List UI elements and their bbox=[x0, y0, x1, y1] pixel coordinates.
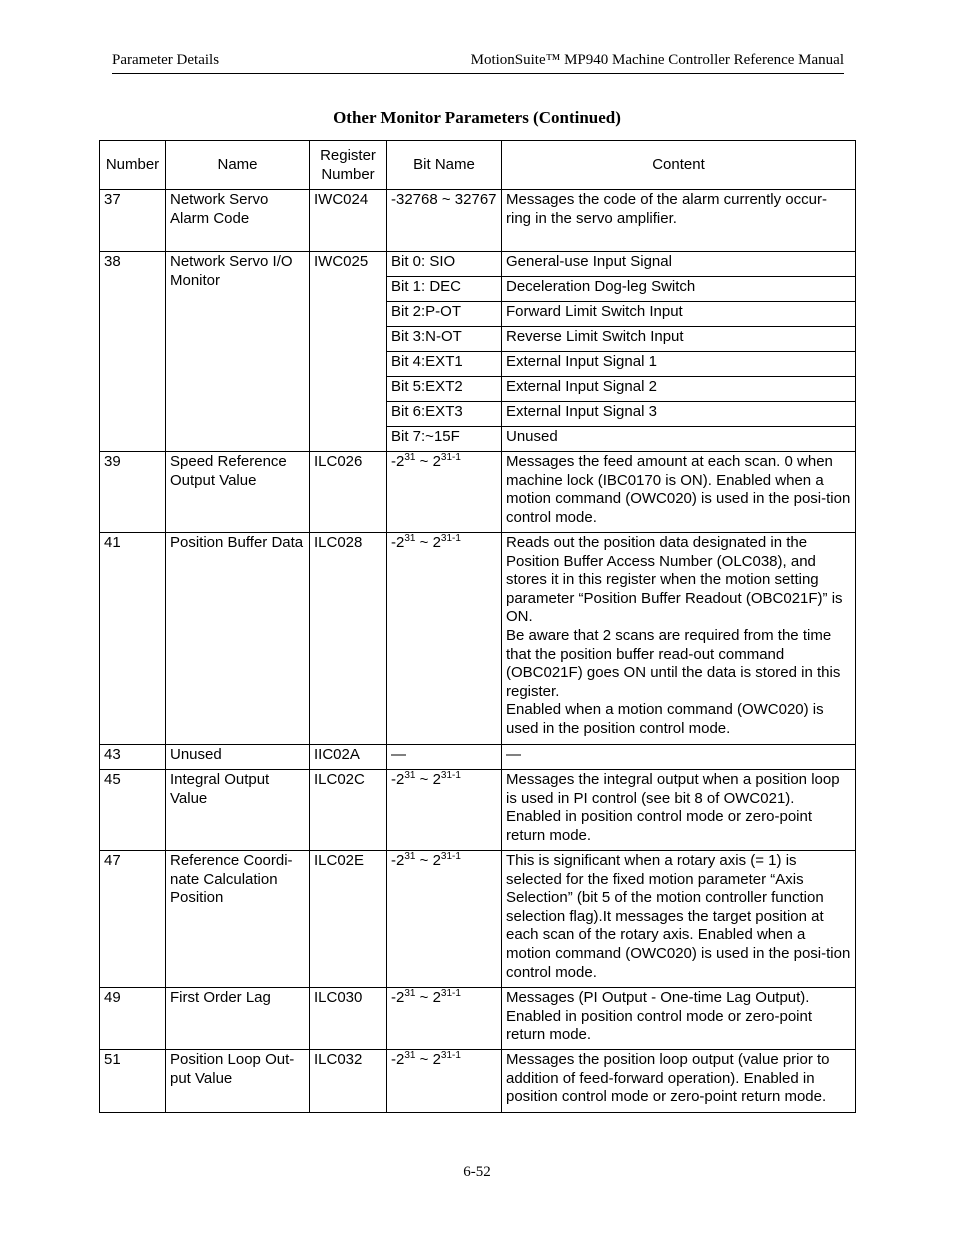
cell-bit: -32768 ~ 32767 bbox=[387, 190, 502, 252]
range-text: -2 bbox=[391, 852, 405, 869]
range-exponent: 31 bbox=[404, 988, 416, 999]
cell-bit-range bbox=[387, 770, 502, 851]
cell-content: Messages the integral output when a position loop is used in PI control (see bit 8 of OWC021). Enabled in position control mode or zero-point return mode. bbox=[502, 770, 856, 851]
range-text: -2 bbox=[391, 453, 405, 470]
cell-bit-range bbox=[387, 988, 502, 1050]
cell-name: Unused bbox=[166, 745, 310, 770]
range-exponent: 31-1 bbox=[440, 452, 461, 463]
col-name: Name bbox=[166, 141, 310, 190]
running-header-section: Parameter Details bbox=[112, 52, 220, 68]
range-text: ~ 2 bbox=[415, 852, 441, 869]
range-exponent: 31-1 bbox=[440, 988, 461, 999]
range-text: -2 bbox=[391, 534, 405, 551]
table-row bbox=[100, 452, 856, 533]
cell-register: ILC02C bbox=[310, 770, 387, 851]
cell-bit: Bit 0: SIO bbox=[387, 252, 502, 277]
cell-content: General-use Input Signal bbox=[502, 252, 856, 277]
cell-content: External Input Signal 2 bbox=[502, 377, 856, 402]
cell-name: Network Servo Alarm Code bbox=[166, 190, 310, 252]
col-number: Number bbox=[100, 141, 166, 190]
cell-number: 38 bbox=[100, 252, 166, 452]
range-exponent: 31-1 bbox=[440, 770, 461, 781]
table-row bbox=[100, 190, 856, 252]
cell-name: First Order Lag bbox=[166, 988, 310, 1050]
cell-register: ILC028 bbox=[310, 533, 387, 745]
cell-bit: Bit 3:N-OT bbox=[387, 327, 502, 352]
range-text: -2 bbox=[391, 771, 405, 788]
cell-bit: Bit 2:P-OT bbox=[387, 302, 502, 327]
cell-register: ILC02E bbox=[310, 851, 387, 988]
cell-register: ILC030 bbox=[310, 988, 387, 1050]
table-row bbox=[100, 988, 856, 1050]
cell-number: 45 bbox=[100, 770, 166, 851]
cell-content: This is significant when a rotary axis (= 1) is selected for the fixed motion parameter “Axis Selection” (bit 5 of the motion controller function selection flag).It messages the target position at each scan of the rotary axis. Enabled when a motion command (OWC020) is used in the posi-tion control mode. bbox=[502, 851, 856, 988]
cell-bit: Bit 4:EXT1 bbox=[387, 352, 502, 377]
monitor-parameters-table bbox=[99, 140, 856, 1113]
cell-number: 37 bbox=[100, 190, 166, 252]
table-row bbox=[100, 851, 856, 988]
cell-number: 43 bbox=[100, 745, 166, 770]
cell-content: Unused bbox=[502, 427, 856, 452]
range-text: ~ 2 bbox=[415, 534, 441, 551]
table-row bbox=[100, 533, 856, 745]
table-title: Other Monitor Parameters (Continued) bbox=[333, 108, 621, 127]
header-rule bbox=[112, 73, 844, 74]
range-text: ~ 2 bbox=[415, 771, 441, 788]
cell-content: Messages the feed amount at each scan. 0 when machine lock (IBC0170 is ON). Enabled when a motion command (OWC020) is used in the posi-tion control mode. bbox=[502, 452, 856, 533]
cell-bit-range bbox=[387, 452, 502, 533]
cell-content: Reverse Limit Switch Input bbox=[502, 327, 856, 352]
cell-number: 49 bbox=[100, 988, 166, 1050]
range-exponent: 31 bbox=[404, 533, 416, 544]
cell-content: Deceleration Dog-leg Switch bbox=[502, 277, 856, 302]
cell-bit: Bit 7:~15F bbox=[387, 427, 502, 452]
range-exponent: 31 bbox=[404, 770, 416, 781]
cell-content: Messages the code of the alarm currently occur-ring in the servo amplifier. bbox=[502, 190, 856, 252]
cell-name: Position Loop Out-put Value bbox=[166, 1050, 310, 1113]
cell-bit: Bit 5:EXT2 bbox=[387, 377, 502, 402]
col-register: Register Number bbox=[310, 141, 387, 190]
table-header-row bbox=[100, 141, 856, 190]
range-text: ~ 2 bbox=[415, 989, 441, 1006]
cell-number: 41 bbox=[100, 533, 166, 745]
cell-name: Integral Output Value bbox=[166, 770, 310, 851]
cell-register: ILC026 bbox=[310, 452, 387, 533]
cell-register: IWC024 bbox=[310, 190, 387, 252]
range-exponent: 31-1 bbox=[440, 1050, 461, 1061]
table-row bbox=[100, 745, 856, 770]
cell-bit: Bit 1: DEC bbox=[387, 277, 502, 302]
range-text: -2 bbox=[391, 1051, 405, 1068]
cell-name: Reference Coordi-nate Calculation Position bbox=[166, 851, 310, 988]
cell-name: Position Buffer Data bbox=[166, 533, 310, 745]
table-row bbox=[100, 770, 856, 851]
cell-content: Messages the position loop output (value prior to addition of feed-forward operation). Enabled in position control mode or zero-point return mode. bbox=[502, 1050, 856, 1113]
cell-content: External Input Signal 1 bbox=[502, 352, 856, 377]
cell-name: Network Servo I/O Monitor bbox=[166, 252, 310, 452]
cell-content: Forward Limit Switch Input bbox=[502, 302, 856, 327]
cell-number: 47 bbox=[100, 851, 166, 988]
running-header-manual-title: MotionSuite™ MP940 Machine Controller Reference Manual bbox=[470, 52, 844, 68]
cell-content: Reads out the position data designated in the Position Buffer Access Number (OLC038), and stores it in this register when the motion setting parameter “Position Buffer Readout (OBC021F)” is ON. Be aware that 2 scans are required from the time that the position buffer read-out command (OBC021F) goes ON until the data is stored in this register. Enabled when a motion command (OWC020) is used in the position control mode. bbox=[502, 533, 856, 745]
range-exponent: 31 bbox=[404, 851, 416, 862]
cell-number: 39 bbox=[100, 452, 166, 533]
cell-content: Messages (PI Output - One-time Lag Output). Enabled in position control mode or zero-point return mode. bbox=[502, 988, 856, 1050]
col-bit-name: Bit Name bbox=[387, 141, 502, 190]
cell-register: ILC032 bbox=[310, 1050, 387, 1113]
cell-bit: — bbox=[387, 745, 502, 770]
page-number: 6-52 bbox=[463, 1164, 491, 1180]
range-text: ~ 2 bbox=[415, 453, 441, 470]
cell-bit-range bbox=[387, 533, 502, 745]
cell-content: External Input Signal 3 bbox=[502, 402, 856, 427]
cell-name: Speed Reference Output Value bbox=[166, 452, 310, 533]
cell-number: 51 bbox=[100, 1050, 166, 1113]
cell-content: — bbox=[502, 745, 856, 770]
range-text: ~ 2 bbox=[415, 1051, 441, 1068]
cell-bit: Bit 6:EXT3 bbox=[387, 402, 502, 427]
range-exponent: 31 bbox=[404, 452, 416, 463]
cell-bit-range bbox=[387, 1050, 502, 1113]
cell-register: IIC02A bbox=[310, 745, 387, 770]
table-row bbox=[100, 252, 856, 277]
cell-bit-range bbox=[387, 851, 502, 988]
table-row bbox=[100, 1050, 856, 1113]
col-content: Content bbox=[502, 141, 856, 190]
range-exponent: 31-1 bbox=[440, 533, 461, 544]
range-exponent: 31-1 bbox=[440, 851, 461, 862]
range-exponent: 31 bbox=[404, 1050, 416, 1061]
cell-register: IWC025 bbox=[310, 252, 387, 452]
range-text: -2 bbox=[391, 989, 405, 1006]
